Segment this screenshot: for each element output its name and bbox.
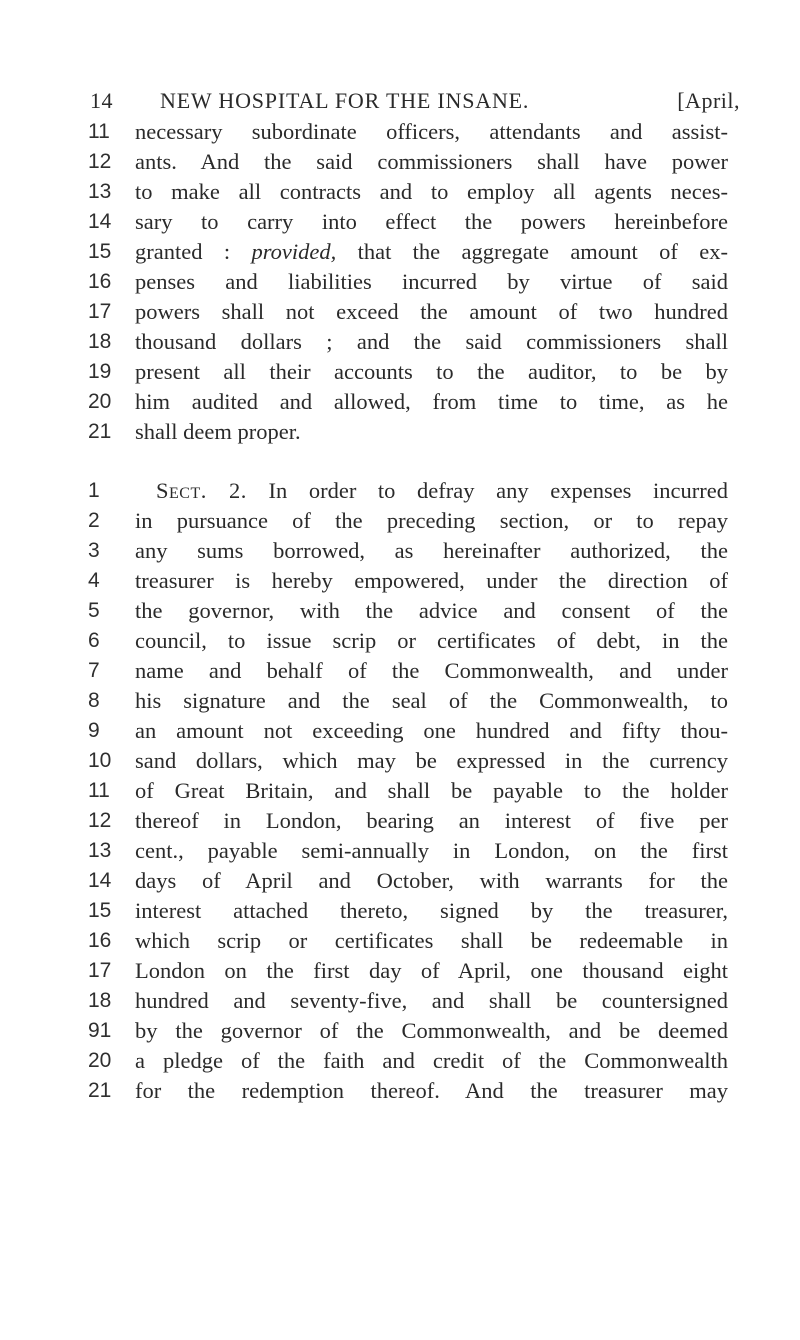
line-text: hundred and seventy-five, and shall be countersigned [135, 988, 728, 1013]
line-text [135, 237, 728, 267]
text-line [0, 297, 800, 327]
text-line [0, 237, 800, 267]
line-number: 11 [88, 120, 110, 143]
text-line [0, 327, 800, 357]
line-text-post: that the aggregate amount of ex- [336, 239, 728, 264]
line-number: 16 [88, 929, 112, 952]
line-text: in pursuance of the preceding section, or to repay [135, 508, 728, 533]
line-number: 3 [88, 539, 100, 562]
line-text: London on the first day of April, one thousand eight [135, 958, 728, 983]
line-number: 16 [88, 270, 112, 293]
line-text: thereof in London, bearing an interest of five per [135, 808, 728, 833]
running-title: NEW HOSPITAL FOR THE INSANE. [160, 88, 530, 113]
text-line [0, 566, 800, 596]
line-number: 2 [88, 509, 100, 532]
line-number: 10 [88, 749, 112, 772]
line-text: penses and liabilities incurred by virtue of said [135, 269, 728, 294]
text-line [0, 656, 800, 686]
line-text: name and behalf of the Commonwealth, and under [135, 658, 728, 683]
line-text: thousand dollars ; and the said commissioners shall [135, 329, 728, 354]
line-number: 9 [88, 719, 100, 742]
line-text: present all their accounts to the auditor, to be by [135, 359, 728, 384]
line-number: 17 [88, 300, 112, 323]
line-number: 20 [88, 1049, 112, 1072]
text-line [0, 806, 800, 836]
line-text: any sums borrowed, as hereinafter authorized, the [135, 538, 728, 563]
line-text: sand dollars, which may be expressed in the currency [135, 748, 728, 773]
line-number: 14 [88, 869, 112, 892]
line-text [156, 476, 728, 506]
text-line [0, 716, 800, 746]
line-number: 15 [88, 240, 112, 263]
line-number: 6 [88, 629, 100, 652]
line-number: 15 [88, 899, 112, 922]
text-line [0, 1076, 800, 1106]
line-number: 18 [88, 330, 112, 353]
line-number: 12 [88, 150, 112, 173]
text-line [0, 926, 800, 956]
line-text-pre: granted : [135, 239, 252, 264]
line-text: him audited and allowed, from time to time, as he [135, 389, 728, 414]
line-text: for the redemption thereof. And the treasurer may [135, 1078, 728, 1103]
line-text: treasurer is hereby empowered, under the direction of [135, 568, 728, 593]
running-header [90, 86, 750, 116]
line-number: 13 [88, 839, 112, 862]
italic-term: provided, [251, 239, 337, 264]
text-line [0, 896, 800, 926]
text-line [0, 596, 800, 626]
line-text-body: In order to defray any expenses incurred [268, 478, 729, 503]
line-text: his signature and the seal of the Commonwealth, to [135, 688, 728, 713]
text-line [0, 177, 800, 207]
section-heading: Sect. 2. [156, 478, 247, 503]
line-text: sary to carry into effect the powers hereinbefore [135, 209, 728, 234]
text-line [0, 357, 800, 387]
text-line [0, 267, 800, 297]
line-number: 4 [88, 569, 100, 592]
line-text: powers shall not exceed the amount of two hundred [135, 299, 728, 324]
line-text: days of April and October, with warrants for the [135, 868, 728, 893]
text-line [0, 117, 800, 147]
section-2 [0, 476, 800, 1106]
line-text: of Great Britain, and shall be payable to the holder [135, 778, 728, 803]
line-number: 20 [88, 390, 112, 413]
text-line [0, 506, 800, 536]
line-text: cent., payable semi-annually in London, on the first [135, 838, 728, 863]
text-line [0, 686, 800, 716]
text-line [0, 207, 800, 237]
line-number: 19 [88, 360, 112, 383]
line-number: 12 [88, 809, 112, 832]
line-number: 11 [88, 779, 110, 802]
line-number: 8 [88, 689, 100, 712]
line-text: by the governor of the Commonwealth, and be deemed [135, 1018, 728, 1043]
line-text: ants. And the said commissioners shall have power [135, 149, 728, 174]
line-text: a pledge of the faith and credit of the Commonwealth [135, 1048, 728, 1073]
text-line [0, 956, 800, 986]
header-date: [April, [677, 88, 740, 113]
line-text: council, to issue scrip or certificates of debt, in the [135, 628, 728, 653]
section-1-continuation [0, 117, 800, 447]
page-number: 14 [90, 88, 113, 113]
text-line [0, 1046, 800, 1076]
line-text: to make all contracts and to employ all agents neces- [135, 179, 728, 204]
text-line [0, 536, 800, 566]
text-line [0, 746, 800, 776]
line-number: 7 [88, 659, 100, 682]
text-line [0, 387, 800, 417]
line-number: 91 [88, 1019, 112, 1042]
line-text: necessary subordinate officers, attendants and assist- [135, 119, 728, 144]
line-text: an amount not exceeding one hundred and fifty thou- [135, 718, 728, 743]
line-text: interest attached thereto, signed by the treasurer, [135, 898, 728, 923]
text-line [0, 147, 800, 177]
text-line [0, 626, 800, 656]
line-number: 18 [88, 989, 112, 1012]
line-number: 21 [88, 420, 112, 443]
text-line [0, 986, 800, 1016]
text-line [0, 476, 800, 506]
text-line [0, 836, 800, 866]
text-line [0, 776, 800, 806]
line-number: 21 [88, 1079, 112, 1102]
line-number: 13 [88, 180, 112, 203]
line-number: 17 [88, 959, 112, 982]
line-number: 1 [88, 479, 100, 502]
line-text: the governor, with the advice and consent of the [135, 598, 728, 623]
line-number: 14 [88, 210, 112, 233]
line-number: 5 [88, 599, 100, 622]
text-line [0, 417, 800, 447]
text-line [0, 866, 800, 896]
line-text: shall deem proper. [135, 419, 301, 444]
text-line [0, 1016, 800, 1046]
line-text: which scrip or certificates shall be redeemable in [135, 928, 728, 953]
